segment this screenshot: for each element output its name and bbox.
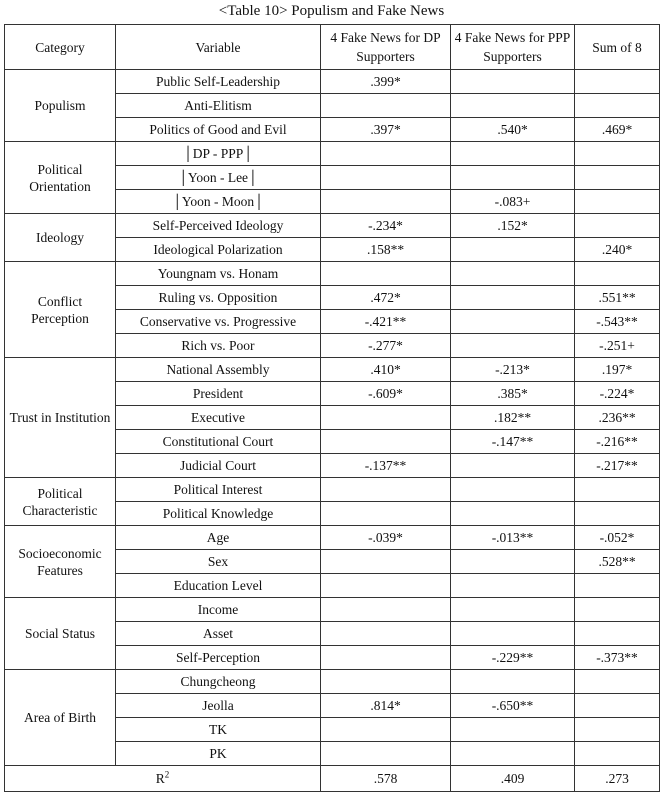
sum-value-cell xyxy=(575,262,660,286)
ppp-value-cell: -.013** xyxy=(451,526,575,550)
ppp-value-cell xyxy=(451,286,575,310)
category-cell: Political Characteristic xyxy=(5,478,116,526)
ppp-value-cell xyxy=(451,502,575,526)
variable-cell: Public Self-Leadership xyxy=(116,70,321,94)
r-squared-label xyxy=(5,766,321,792)
sum-value-cell: -.224* xyxy=(575,382,660,406)
variable-cell: Executive xyxy=(116,406,321,430)
table-body xyxy=(5,70,660,766)
variable-cell: Income xyxy=(116,598,321,622)
dp-value-cell: .814* xyxy=(321,694,451,718)
ppp-value-cell xyxy=(451,622,575,646)
r-squared-dp: .578 xyxy=(321,766,451,792)
ppp-value-cell: -.083+ xyxy=(451,190,575,214)
header-sum: Sum of 8 xyxy=(575,25,660,70)
table-row xyxy=(5,670,660,694)
dp-value-cell xyxy=(321,670,451,694)
dp-value-cell xyxy=(321,166,451,190)
ppp-value-cell xyxy=(451,70,575,94)
ppp-value-cell xyxy=(451,574,575,598)
ppp-value-cell: -.229** xyxy=(451,646,575,670)
dp-value-cell: .397* xyxy=(321,118,451,142)
sum-value-cell: -.373** xyxy=(575,646,660,670)
dp-value-cell xyxy=(321,598,451,622)
dp-value-cell: .399* xyxy=(321,70,451,94)
dp-value-cell xyxy=(321,142,451,166)
dp-value-cell xyxy=(321,550,451,574)
r-squared-ppp: .409 xyxy=(451,766,575,792)
variable-cell: Self-Perceived Ideology xyxy=(116,214,321,238)
variable-cell: PK xyxy=(116,742,321,766)
variable-cell: Political Knowledge xyxy=(116,502,321,526)
dp-value-cell: -.137** xyxy=(321,454,451,478)
table-row xyxy=(5,262,660,286)
variable-cell: Ideological Polarization xyxy=(116,238,321,262)
category-cell: Socioeconomic Features xyxy=(5,526,116,598)
sum-value-cell: -.217** xyxy=(575,454,660,478)
ppp-value-cell: .385* xyxy=(451,382,575,406)
variable-cell: Age xyxy=(116,526,321,550)
variable-cell: Jeolla xyxy=(116,694,321,718)
ppp-value-cell xyxy=(451,310,575,334)
sum-value-cell xyxy=(575,214,660,238)
table-row xyxy=(5,358,660,382)
variable-cell: │DP - PPP│ xyxy=(116,142,321,166)
dp-value-cell xyxy=(321,646,451,670)
ppp-value-cell: .540* xyxy=(451,118,575,142)
dp-value-cell xyxy=(321,478,451,502)
table-row xyxy=(5,598,660,622)
dp-value-cell xyxy=(321,430,451,454)
variable-cell: Anti-Elitism xyxy=(116,94,321,118)
dp-value-cell: .410* xyxy=(321,358,451,382)
sum-value-cell: .469* xyxy=(575,118,660,142)
sum-value-cell: -.251+ xyxy=(575,334,660,358)
sum-value-cell xyxy=(575,478,660,502)
sum-value-cell xyxy=(575,718,660,742)
table-caption: <Table 10> Populism and Fake News xyxy=(218,3,445,19)
dp-value-cell: -.277* xyxy=(321,334,451,358)
variable-cell: │Yoon - Moon│ xyxy=(116,190,321,214)
variable-cell: Sex xyxy=(116,550,321,574)
dp-value-cell: -.421** xyxy=(321,310,451,334)
ppp-value-cell xyxy=(451,454,575,478)
ppp-value-cell: -.147** xyxy=(451,430,575,454)
sum-value-cell xyxy=(575,694,660,718)
table-row xyxy=(5,526,660,550)
ppp-value-cell xyxy=(451,238,575,262)
dp-value-cell xyxy=(321,742,451,766)
ppp-value-cell xyxy=(451,670,575,694)
variable-cell: Chungcheong xyxy=(116,670,321,694)
sum-value-cell xyxy=(575,190,660,214)
dp-value-cell xyxy=(321,406,451,430)
header-dp-supporters: 4 Fake News for DP Supporters xyxy=(321,25,451,70)
variable-cell: National Assembly xyxy=(116,358,321,382)
table-row xyxy=(5,142,660,166)
variable-cell: Political Interest xyxy=(116,478,321,502)
category-cell: Political Orientation xyxy=(5,142,116,214)
sum-value-cell xyxy=(575,622,660,646)
category-cell: Conflict Perception xyxy=(5,262,116,358)
dp-value-cell: .158** xyxy=(321,238,451,262)
ppp-value-cell xyxy=(451,262,575,286)
table-row xyxy=(5,478,660,502)
ppp-value-cell xyxy=(451,742,575,766)
sum-value-cell: .197* xyxy=(575,358,660,382)
dp-value-cell xyxy=(321,502,451,526)
sum-value-cell xyxy=(575,166,660,190)
sum-value-cell xyxy=(575,70,660,94)
variable-cell: Self-Perception xyxy=(116,646,321,670)
category-cell: Trust in Institution xyxy=(5,358,116,478)
variable-cell: Rich vs. Poor xyxy=(116,334,321,358)
dp-value-cell xyxy=(321,190,451,214)
variable-cell: Politics of Good and Evil xyxy=(116,118,321,142)
sum-value-cell: -.543** xyxy=(575,310,660,334)
header-category: Category xyxy=(5,25,116,70)
dp-value-cell: -.039* xyxy=(321,526,451,550)
sum-value-cell xyxy=(575,502,660,526)
variable-cell: Conservative vs. Progressive xyxy=(116,310,321,334)
r-squared-sum: .273 xyxy=(575,766,660,792)
variable-cell: Asset xyxy=(116,622,321,646)
category-cell: Populism xyxy=(5,70,116,142)
sum-value-cell xyxy=(575,670,660,694)
header-ppp-supporters: 4 Fake News for PPP Supporters xyxy=(451,25,575,70)
category-cell: Social Status xyxy=(5,598,116,670)
sum-value-cell: .240* xyxy=(575,238,660,262)
sum-value-cell xyxy=(575,94,660,118)
table-row xyxy=(5,214,660,238)
category-cell: Area of Birth xyxy=(5,670,116,766)
variable-cell: TK xyxy=(116,718,321,742)
sum-value-cell xyxy=(575,142,660,166)
ppp-value-cell xyxy=(451,334,575,358)
r-squared-superscript: 2 xyxy=(164,769,170,780)
ppp-value-cell xyxy=(451,598,575,622)
category-cell: Ideology xyxy=(5,214,116,262)
ppp-value-cell: .152* xyxy=(451,214,575,238)
ppp-value-cell xyxy=(451,94,575,118)
r-squared-row xyxy=(5,766,660,792)
variable-cell: Ruling vs. Opposition xyxy=(116,286,321,310)
dp-value-cell: .472* xyxy=(321,286,451,310)
ppp-value-cell xyxy=(451,718,575,742)
ppp-value-cell xyxy=(451,478,575,502)
ppp-value-cell: -.213* xyxy=(451,358,575,382)
results-table xyxy=(4,24,660,792)
sum-value-cell xyxy=(575,574,660,598)
variable-cell: │Yoon - Lee│ xyxy=(116,166,321,190)
dp-value-cell xyxy=(321,718,451,742)
header-row xyxy=(5,25,660,70)
sum-value-cell: -.052* xyxy=(575,526,660,550)
sum-value-cell xyxy=(575,742,660,766)
variable-cell: Youngnam vs. Honam xyxy=(116,262,321,286)
table-row xyxy=(5,70,660,94)
ppp-value-cell xyxy=(451,142,575,166)
sum-value-cell xyxy=(575,598,660,622)
sum-value-cell: .528** xyxy=(575,550,660,574)
dp-value-cell xyxy=(321,262,451,286)
ppp-value-cell: -.650** xyxy=(451,694,575,718)
sum-value-cell: .236** xyxy=(575,406,660,430)
sum-value-cell: -.216** xyxy=(575,430,660,454)
dp-value-cell xyxy=(321,94,451,118)
r-squared-label-text: R xyxy=(155,771,165,786)
variable-cell: Judicial Court xyxy=(116,454,321,478)
ppp-value-cell xyxy=(451,166,575,190)
dp-value-cell xyxy=(321,574,451,598)
ppp-value-cell: .182** xyxy=(451,406,575,430)
ppp-value-cell xyxy=(451,550,575,574)
dp-value-cell: -.234* xyxy=(321,214,451,238)
variable-cell: President xyxy=(116,382,321,406)
variable-cell: Constitutional Court xyxy=(116,430,321,454)
dp-value-cell xyxy=(321,622,451,646)
dp-value-cell: -.609* xyxy=(321,382,451,406)
variable-cell: Education Level xyxy=(116,574,321,598)
sum-value-cell: .551** xyxy=(575,286,660,310)
header-variable: Variable xyxy=(116,25,321,70)
